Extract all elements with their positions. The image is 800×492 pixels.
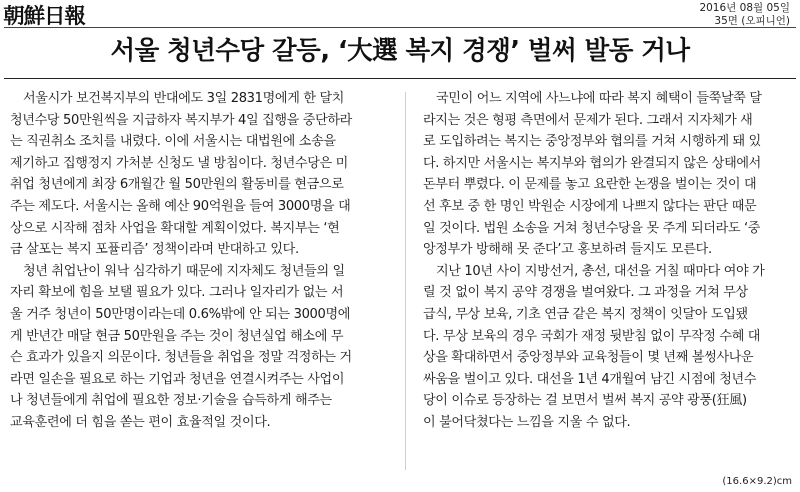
text-line: 급식, 무상 보육, 기초 연금 같은 복지 정책이 잇달아 도입됐 [423,306,748,322]
article-headline: 서울 청년수당 갈등, ‘大選 복지 경쟁’ 벌써 발동 거나 [110,36,690,66]
text-line: 당이 이슈로 등장하는 걸 보면서 벌써 복지 공약 광풍(狂風) [423,393,747,409]
text-line: 교육훈련에 더 힘을 쏟는 편이 효율적일 것이다. [10,414,271,430]
text-line: 라면 일손을 필요로 하는 기업과 청년을 연결시켜주는 사업이 [10,371,345,387]
text-line: 라지는 것은 형평 측면에서 문제가 된다. 그래서 지자체가 새 [423,112,753,128]
page-section: 35면 (오피니언) [714,15,790,27]
text-line: 다. 하지만 서울시는 복지부와 협의가 완결되지 않은 상태에서 [423,155,761,171]
article-size-note: (16.6×9.2)cm [722,476,792,487]
text-line: 울 거주 청년이 50만명이라는데 0.6%밖에 안 되는 3000명에 [10,306,351,322]
text-line: 청년 취업난이 워낙 심각하기 때문에 지자체도 청년들의 일 [23,263,345,279]
text-line: 제기하고 집행정지 가처분 신청도 낼 방침이다. 청년수당은 미 [10,155,348,171]
headline-rule [4,78,796,79]
text-line: 자리 확보에 힘을 보탤 필요가 있다. 그러나 일자리가 없는 서 [10,285,344,301]
newspaper-logo: 朝鮮日報 [3,3,85,28]
text-line: 이 불어닥쳤다는 느낌을 지울 수 없다. [423,414,631,430]
text-line: 다. 무상 보육의 경우 국회가 재정 뒷받침 없이 무작정 수혜 대 [423,328,761,344]
text-line: 게 반년간 매달 현금 50만원을 주는 것이 청년실업 해소에 무 [10,328,344,344]
text-line: 청년수당 50만원씩을 지급하자 복지부가 4일 집행을 중단하라 [10,112,352,128]
text-line: 지난 10년 사이 지방선거, 총선, 대선을 거칠 때마다 여야 가 [436,263,765,279]
text-line: 로 도입하려는 복지는 중앙정부와 협의를 거쳐 시행하게 돼 있 [423,134,761,150]
article-column-left [10,88,374,434]
article-column-right [423,88,787,434]
publication-date: 2016년 08월 05일 [699,2,790,14]
text-line: 취업 청년에게 최장 6개월간 월 50만원의 활동비를 현금으로 [10,177,344,193]
masthead [4,2,796,28]
column-divider [405,92,406,470]
text-line: 금 살포는 복지 포퓰리즘’ 정책이라며 반대하고 있다. [10,242,299,258]
text-line: 는 직권취소 조치를 내렸다. 이에 서울시는 대법원에 소송을 [10,134,336,150]
text-line: 돈부터 뿌렸다. 이 문제를 놓고 요란한 논쟁을 벌이는 것이 대 [423,177,757,193]
text-line: 일 것이다. 법원 소송을 거쳐 청년수당을 못 주게 되더라도 ‘중 [423,220,761,236]
text-line: 나 청년들에게 취업에 필요한 정보·기술을 습득하게 해주는 [10,393,332,409]
text-line: 앙정부가 방해해 못 준다’고 홍보하려 들지도 모른다. [423,242,712,258]
text-line: 국민이 어느 지역에 사느냐에 따라 복지 혜택이 들쭉날쭉 달 [436,91,762,106]
text-line: 선 후보 중 한 명인 박원순 시장에게 나쁘지 않다는 판단 때문 [423,198,757,214]
text-line: 상을 확대하면서 중앙정부와 교육청들이 몇 년째 볼썽사나운 [423,350,754,366]
text-line: 주는 제도다. 서울시는 올해 예산 90억원을 들여 3000명을 대 [10,198,351,214]
text-line: 서울시가 보건복지부의 반대에도 3일 2831명에게 한 달치 [23,91,345,106]
text-line: 릴 것 없이 복지 공약 경쟁을 벌여왔다. 그 과정을 거쳐 무상 [423,285,748,301]
text-line: 상으로 시작해 점차 사업을 확대할 계획이었다. 복지부는 ‘현 [10,220,340,236]
publication-meta [699,2,790,28]
text-line: 슨 효과가 있을지 의문이다. 청년들을 취업을 정말 걱정하는 거 [10,350,352,366]
text-line: 싸움을 벌이고 있다. 대선을 1년 4개월여 남긴 시점에 청년수 [423,371,757,387]
